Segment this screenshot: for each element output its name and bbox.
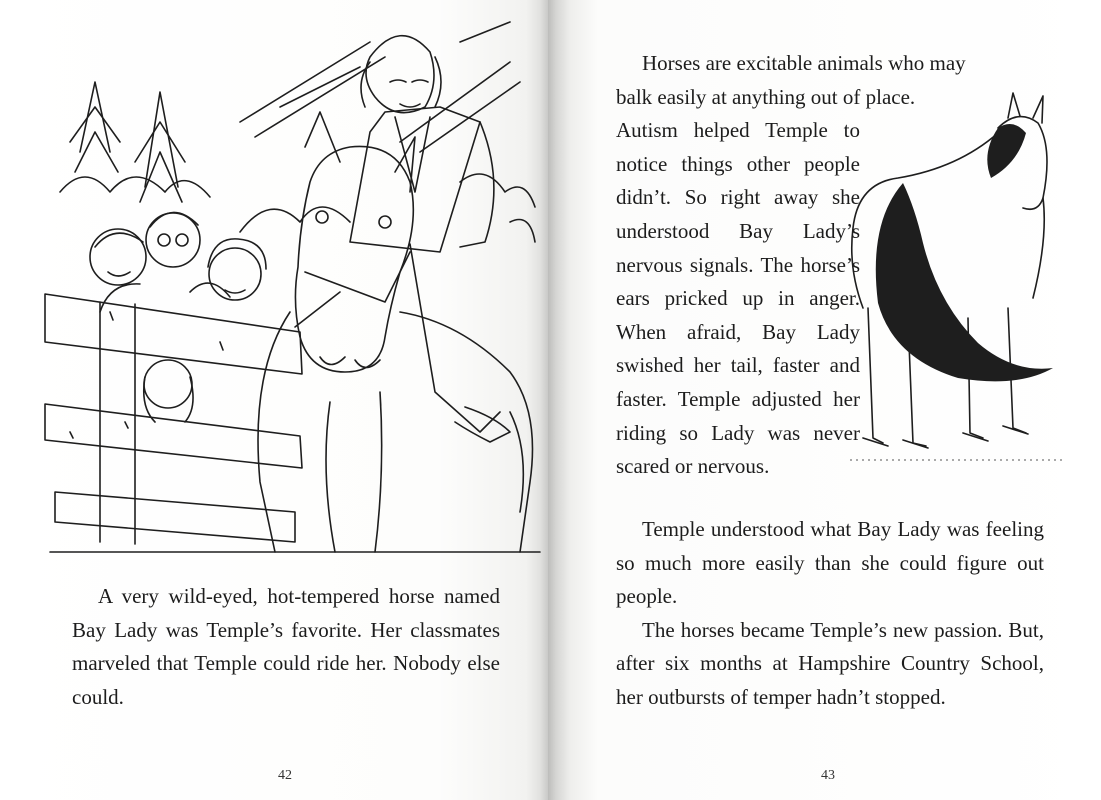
paragraph-1-line-2: balk easily at anything out of place. — [616, 84, 916, 109]
page-number-right: 43 — [821, 768, 835, 783]
paragraph-1-line-1: Horses are excitable animals who may — [642, 51, 966, 75]
right-paragraph-1 — [616, 47, 1036, 484]
right-page — [548, 0, 1101, 800]
page-number-left: 42 — [278, 768, 292, 783]
right-lower-paragraphs — [616, 513, 1044, 715]
illustration-drawing — [40, 12, 545, 560]
right-paragraph-2: Temple understood what Bay Lady was feeling so much more easily than she could figure out people. — [616, 517, 1044, 609]
left-paragraph: A very wild-eyed, hot-tempered horse named Bay Lady was Temple’s favorite. Her classmates marveled that Temple could ride her. Nobody else could. — [72, 584, 500, 709]
paragraph-1-narrow-text: Autism helped Temple to notice things other people didn’t. So right away she understood Bay Lady’s nervous signals. The horse’s ears pricked up in anger. When afraid, Bay Lady swished her tail, faster and faster. Temple adjusted her riding so Lady was never scared or nervous. — [616, 118, 860, 479]
right-paragraph-3: The horses became Temple’s new passion. But, after six months at Hampshire Country School, her outbursts of temper hadn’t stopped. — [616, 617, 1044, 709]
left-page — [0, 0, 548, 800]
horse-rider-fence-illustration — [40, 12, 545, 560]
